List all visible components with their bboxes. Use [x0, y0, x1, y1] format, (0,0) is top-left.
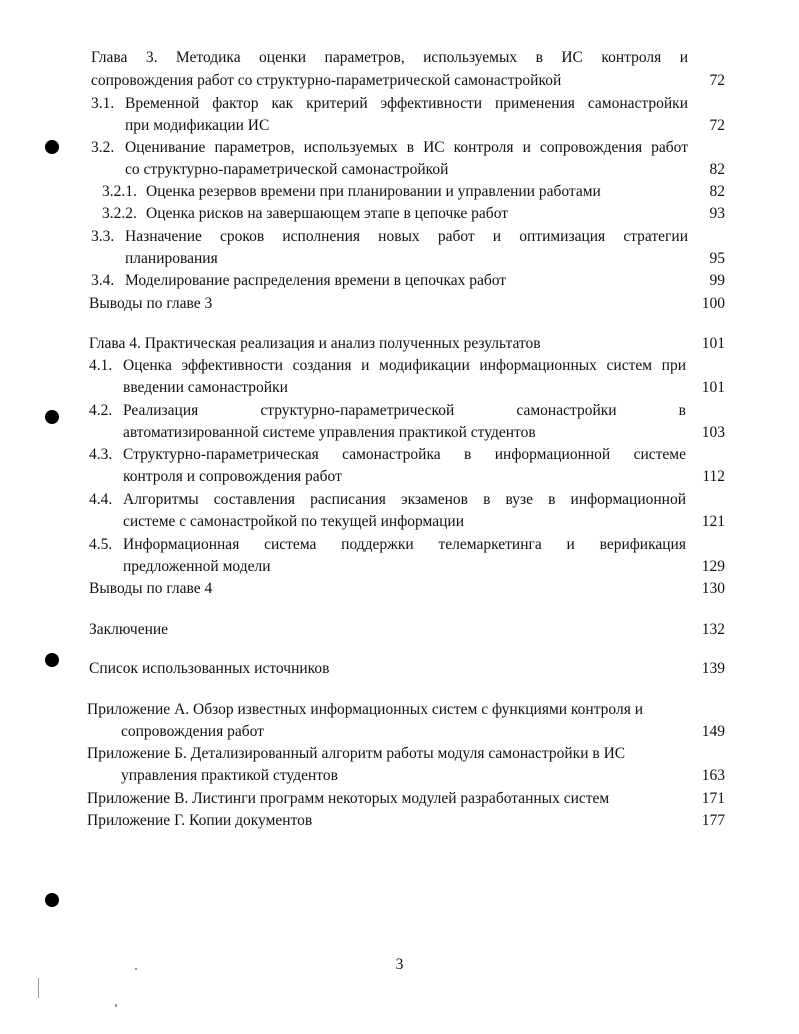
toc-page: 101 — [701, 335, 725, 352]
toc-page: 112 — [702, 468, 725, 485]
toc-text: контроля и сопровождения работ — [123, 468, 342, 485]
toc-4-5-cont — [0, 556, 799, 578]
toc-page: 132 — [701, 621, 725, 638]
toc-page: 129 — [701, 558, 725, 575]
toc-text: Выводы по главе 4 — [89, 580, 213, 597]
toc-number: 3.2.2. — [102, 205, 137, 222]
toc-text: Приложение А. Обзор известных информационных систем с функциями контроля и — [87, 701, 644, 718]
toc-number: 3.2. — [91, 139, 115, 156]
toc-appendix-g — [0, 810, 799, 832]
toc-3-4 — [0, 270, 799, 292]
toc-number: 4.3. — [89, 446, 113, 463]
toc-text: Оценка резервов времени при планировании и управлении работами — [146, 183, 601, 200]
toc-conclusions-3 — [0, 293, 799, 315]
toc-references — [0, 658, 799, 680]
toc-3-3 — [0, 226, 799, 248]
toc-text: при модификации ИС — [125, 117, 270, 134]
toc-3-1 — [0, 93, 799, 115]
toc-number: 3.1. — [91, 95, 115, 112]
toc-page: 139 — [701, 660, 725, 677]
toc-text: планирования — [125, 250, 218, 267]
toc-appendix-b-cont — [0, 765, 799, 787]
toc-page: 101 — [701, 379, 725, 396]
toc-text: Оценивание параметров, используемых в ИС контроля и сопровождения работ — [125, 139, 688, 156]
toc-page: 149 — [701, 723, 725, 740]
toc-appendix-a-cont — [0, 721, 799, 743]
toc-chapter3 — [0, 47, 799, 69]
toc-text: Оценка рисков на завершающем этапе в цепочке работ — [146, 205, 509, 222]
scan-artifact — [135, 968, 137, 970]
toc-number: 3.2.1. — [102, 183, 137, 200]
toc-page: 82 — [709, 161, 725, 178]
toc-text: Приложение Б. Детализированный алгоритм работы модуля самонастройки в ИС — [87, 745, 626, 762]
toc-text: Приложение Г. Копии документов — [87, 812, 313, 829]
toc-4-4 — [0, 489, 799, 511]
toc-page: 103 — [701, 424, 725, 441]
toc-number: 3.3. — [91, 228, 115, 245]
toc-chapter4 — [0, 333, 799, 355]
toc-text: со структурно-параметрической самонастройкой — [125, 161, 449, 178]
toc-text: системе с самонастройкой по текущей информации — [123, 513, 464, 530]
toc-4-5 — [0, 534, 799, 556]
toc-number: 4.1. — [89, 357, 113, 374]
toc-4-1-cont — [0, 377, 799, 399]
toc-number: 4.5. — [89, 536, 113, 553]
toc-4-2-cont — [0, 422, 799, 444]
toc-page: 121 — [701, 513, 725, 530]
toc-3-2-2 — [0, 203, 799, 225]
toc-appendix-a — [0, 699, 799, 721]
toc-text: Моделирование распределения времени в цепочках работ — [125, 272, 507, 289]
punch-hole-4 — [45, 893, 59, 907]
toc-number: 4.2. — [89, 402, 113, 419]
toc-text: Назначение сроков исполнения новых работ и оптимизация стратегии — [125, 228, 688, 245]
toc-page: 99 — [709, 272, 725, 289]
toc-appendix-b — [0, 743, 799, 765]
toc-text: сопровождения работ со структурно-параметрической самонастройкой — [91, 72, 562, 89]
toc-page: 82 — [709, 183, 725, 200]
toc-4-1 — [0, 355, 799, 377]
toc-text: Информационная система поддержки телемаркетинга и верификация — [123, 536, 686, 553]
toc-text: сопровождения работ — [121, 723, 264, 740]
toc-text: Глава 4. Практическая реализация и анализ полученных результатов — [89, 335, 541, 352]
toc-4-3-cont — [0, 466, 799, 488]
toc-page: 130 — [701, 580, 725, 597]
toc-appendix-v — [0, 788, 799, 810]
toc-text: Структурно-параметрическая самонастройка в информационной системе — [123, 446, 686, 463]
toc-4-3 — [0, 444, 799, 466]
toc-page: 93 — [709, 205, 725, 222]
toc-text: Выводы по главе 3 — [89, 295, 213, 312]
toc-number: 4.4. — [89, 491, 113, 508]
toc-text: Оценка эффективности создания и модификации информационных систем при — [123, 357, 686, 374]
toc-conclusions-4 — [0, 578, 799, 600]
toc-page: 163 — [701, 767, 725, 784]
toc-text: Список использованных источников — [89, 660, 330, 677]
toc-text: предложенной модели — [123, 558, 271, 575]
toc-page: 72 — [709, 72, 725, 89]
toc-page: 100 — [701, 295, 725, 312]
scan-artifact — [38, 978, 39, 998]
toc-text: автоматизированной системе управления практикой студентов — [123, 424, 536, 441]
toc-4-4-cont — [0, 511, 799, 533]
toc-3-3-cont — [0, 248, 799, 270]
toc-3-1-cont — [0, 115, 799, 137]
toc-number: 3.4. — [91, 272, 115, 289]
page-number: 3 — [395, 956, 404, 973]
toc-3-2-cont — [0, 159, 799, 181]
toc-page: 171 — [701, 790, 725, 807]
toc-3-2-1 — [0, 181, 799, 203]
toc-text: Заключение — [89, 621, 169, 638]
toc-text: Приложение В. Листинги программ некоторых модулей разработанных систем — [87, 790, 610, 807]
toc-chapter3-cont — [0, 70, 799, 92]
toc-text: Реализация структурно-параметрической самонастройки в — [123, 402, 686, 419]
toc-page: 95 — [709, 250, 725, 267]
toc-text: Алгоритмы составления расписания экзаменов в вузе в информационной — [123, 491, 686, 508]
toc-text: Временной фактор как критерий эффективности применения самонастройки — [125, 95, 688, 112]
scan-artifact — [115, 1004, 117, 1007]
toc-text: Глава 3. Методика оценки параметров, используемых в ИС контроля и — [91, 49, 688, 66]
toc-page: 177 — [701, 812, 725, 829]
toc-3-2 — [0, 137, 799, 159]
toc-text: управления практикой студентов — [121, 767, 338, 784]
toc-page: 72 — [709, 117, 725, 134]
toc-4-2 — [0, 400, 799, 422]
toc-text: введении самонастройки — [123, 379, 288, 396]
toc-conclusion — [0, 619, 799, 641]
